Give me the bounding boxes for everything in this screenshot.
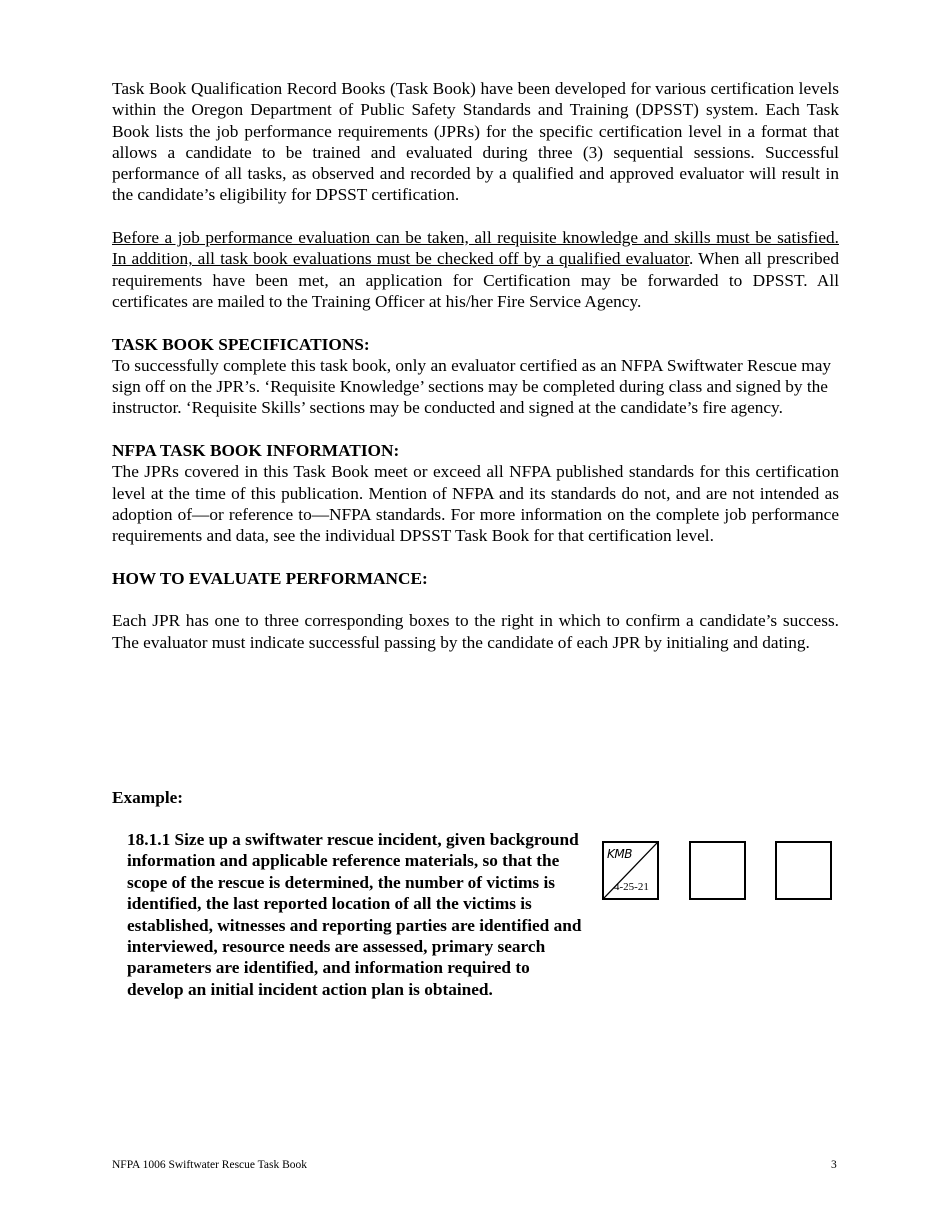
nfpa-info-body: The JPRs covered in this Task Book meet or exceed all NFPA published standards for this certification level at the time of this publication. Mention of NFPA and its standards do not, and are not intended as adoption of—or reference to—NFPA standards. For more information on the complete job performance requirements and data, see the individual DPSST Task Book for that certification level. — [112, 462, 839, 546]
example-label: Example: — [112, 788, 184, 807]
document-body — [112, 78, 839, 653]
intro-paragraph: Task Book Qualification Record Books (Task Book) have been developed for various certification levels within the Oregon Department of Public Safety Standards and Training (DPSST) system. Each Task Book lists the job performance requirements (JPRs) for the specific certification level in a format that allows a candidate to be trained and evaluated during three (3) sequential sessions. Successful performance of all tasks, as observed and recorded by a qualified and approved evaluator will result in the candidate’s eligibility for DPSST certification. — [112, 79, 839, 205]
specifications-heading: TASK BOOK SPECIFICATIONS: — [112, 334, 370, 354]
evaluate-body: Each JPR has one to three corresponding boxes to the right in which to confirm a candidate’s success. The evaluator must indicate successful passing by the candidate of each JPR by initialing and dating. — [112, 611, 839, 652]
requirements-paragraph — [112, 227, 839, 312]
signoff-box-completed — [602, 841, 659, 900]
signoff-date: 4-25-21 — [614, 881, 649, 893]
nfpa-info-heading: NFPA TASK BOOK INFORMATION: — [112, 441, 400, 461]
page-number: 3 — [831, 1159, 837, 1171]
requirements-underlined-text: Before a job performance evaluation can be taken, all requisite knowledge and skills must be satisfied. In addition, all task book evaluations must be checked off by a qualified evaluator — [112, 228, 839, 269]
evaluator-initials: KMB — [607, 847, 632, 861]
signoff-box-empty — [775, 841, 832, 900]
requirements-rest-text: . When all prescribed requirements have been met, an application for Certification may be forwarded to DPSST. All certificates are mailed to the Training Officer at his/her Fire Service Agency. — [112, 249, 839, 311]
footer-title: NFPA 1006 Swiftwater Rescue Task Book — [112, 1159, 308, 1171]
evaluate-heading: HOW TO EVALUATE PERFORMANCE: — [112, 568, 428, 588]
example-jpr-text: 18.1.1 Size up a swiftwater rescue incident, given background information and applicable reference materials, so that the scope of the rescue is determined, the number of victims is identified, the last reported location of all the victims is established, witnesses and reporting parties are identified and interviewed, resource needs are assessed, primary search parameters are identified, and information required to develop an initial incident action plan is obtained. — [127, 830, 582, 999]
specifications-body: To successfully complete this task book, only an evaluator certified as an NFPA Swiftwater Rescue may sign off on the JPR’s. ‘Requisite Knowledge’ sections may be completed during class and signed by the instructor. ‘Requisite Skills’ sections may be conducted and signed at the candidate’s fire agency. — [112, 355, 832, 418]
signoff-box-empty — [689, 841, 746, 900]
